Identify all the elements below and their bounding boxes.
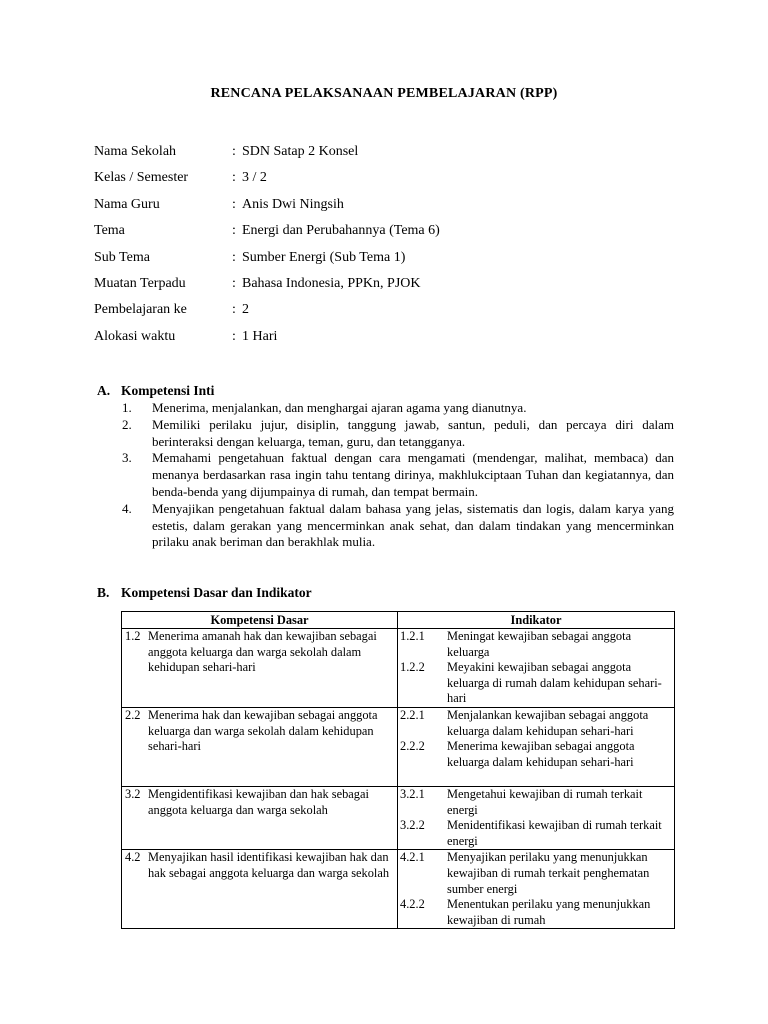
section-letter: A.	[97, 383, 111, 398]
document-title: RENCANA PELAKSANAAN PEMBELAJARAN (RPP)	[210, 86, 558, 101]
indicator-cell	[398, 786, 675, 849]
list-text: Memiliki perilaku jujur, disiplin, tanggung jawab, santun, peduli, dan percaya diri dalam berinteraksi dengan keluarga, teman, guru, dan tetangganya.	[152, 416, 674, 449]
indicator-cell	[398, 850, 675, 929]
section-heading	[97, 382, 674, 399]
kd-cell	[122, 786, 398, 849]
indicator-text: Meningat kewajiban sebagai anggota keluarga	[447, 629, 632, 659]
indicator-cell	[398, 707, 675, 786]
indicator-item	[398, 739, 674, 770]
indicator-number: 1.2.1	[400, 629, 425, 643]
info-label: Pembelajaran ke	[94, 302, 187, 318]
info-label: Tema	[94, 223, 125, 239]
indicator-cell	[398, 629, 675, 708]
info-value: SDN Satap 2 Konsel	[242, 144, 359, 159]
info-colon: :	[232, 170, 236, 186]
info-colon: :	[232, 144, 236, 159]
indicator-number: 2.2.2	[400, 739, 425, 754]
section-core-competence	[97, 382, 674, 551]
section-title: Kompetensi Dasar dan Indikator	[121, 585, 312, 600]
kd-text: Menyajikan hasil identifikasi kewajiban hak dan hak sebagai anggota keluarga dan warga sekolah	[148, 850, 390, 880]
list-item	[97, 501, 674, 551]
indicator-item	[398, 818, 674, 849]
info-value: 2	[242, 302, 249, 318]
section-heading	[97, 584, 674, 601]
list-text: Menyajikan pengetahuan faktual dalam bahasa yang jelas, sistematis dan logis, dalam karya yang estetis, dalam gerakan yang mencerminkan anak sehat, dan dalam tindakan yang mencerminkan prilaku anak beriman dan berakhlak mulia.	[152, 500, 674, 550]
list-text: Memahami pengetahuan faktual dengan cara mengamati (mendengar, malihat, membaca) dan menanya berdasarkan rasa ingin tahu tentang dirinya, makhlukciptaan Tuhan dan kegiatannya, dan benda-benda yang dijumpainya di rumah, dan tempat bermain.	[152, 450, 674, 499]
indicator-item	[398, 850, 674, 897]
table-row	[122, 786, 675, 849]
info-label: Muatan Terpadu	[94, 275, 186, 291]
info-row-content	[94, 275, 654, 301]
info-row-school	[94, 143, 654, 169]
list-item	[97, 400, 674, 417]
indicator-number: 3.2.1	[400, 786, 425, 801]
list-item	[97, 417, 674, 451]
kd-cell	[122, 629, 398, 708]
section-basic-competence	[97, 584, 674, 601]
kd-cell	[122, 850, 398, 929]
info-colon: :	[232, 328, 236, 344]
info-colon: :	[232, 196, 236, 212]
indicator-number: 1.2.2	[400, 660, 425, 675]
section-title: Kompetensi Inti	[121, 383, 215, 398]
numbered-list	[97, 400, 674, 551]
column-header: Indikator	[398, 612, 675, 629]
info-row-theme	[94, 222, 654, 248]
indicator-text: Menyajikan perilaku yang menunjukkan kewajiban di rumah terkait penghematan sumber energi	[447, 850, 650, 896]
list-number: 2.	[122, 416, 132, 432]
info-label: Nama Guru	[94, 196, 160, 212]
info-row-time	[94, 328, 654, 354]
indicator-text: Mengetahui kewajiban di rumah terkait energi	[447, 786, 643, 817]
indicator-text: Menidentifikasi kewajiban di rumah terkait energi	[447, 818, 662, 848]
indicator-item	[398, 708, 674, 739]
kd-cell	[122, 707, 398, 786]
info-value: 1 Hari	[242, 328, 278, 344]
info-label: Sub Tema	[94, 249, 150, 265]
competence-table	[121, 611, 675, 929]
info-label: Alokasi waktu	[94, 328, 176, 344]
indicator-text: Menerima kewajiban sebagai anggota keluarga dalam kehidupan sehari-hari	[447, 739, 635, 769]
info-row-subtheme	[94, 249, 654, 275]
indicator-text: Meyakini kewajiban sebagai anggota keluarga di rumah dalam kehidupan sehari-hari	[447, 660, 662, 706]
kd-text: Menerima hak dan kewajiban sebagai anggota keluarga dan warga sekolah dalam kehidupan sehari-hari	[148, 707, 378, 754]
indicator-item	[398, 787, 674, 818]
info-row-class	[94, 169, 654, 195]
kd-number: 1.2	[125, 629, 141, 643]
table-row	[122, 850, 675, 929]
kd-number: 2.2	[125, 707, 141, 722]
indicator-number: 3.2.2	[400, 818, 425, 833]
list-number: 1.	[122, 400, 132, 415]
kd-number: 4.2	[125, 850, 141, 865]
indicator-number: 4.2.2	[400, 897, 425, 912]
info-label: Kelas / Semester	[94, 170, 189, 186]
list-item	[97, 450, 674, 500]
indicator-item	[398, 660, 674, 707]
indicator-item	[398, 629, 674, 660]
info-row-lesson	[94, 301, 654, 327]
info-colon: :	[232, 302, 236, 318]
table-row	[122, 707, 675, 786]
indicator-text: Menentukan perilaku yang menunjukkan kewajiban di rumah	[447, 897, 651, 927]
section-letter: B.	[97, 585, 110, 600]
list-text: Menerima, menjalankan, dan menghargai ajaran agama yang dianutnya.	[152, 400, 527, 415]
info-colon: :	[232, 275, 236, 291]
table-row	[122, 629, 675, 708]
info-value: Anis Dwi Ningsih	[242, 196, 344, 212]
kd-text: Menerima amanah hak dan kewajiban sebagai anggota keluarga dan warga sekolah dalam kehidupan sehari-hari	[148, 629, 377, 675]
identity-block	[94, 143, 654, 354]
info-row-teacher	[94, 196, 654, 222]
info-value: Sumber Energi (Sub Tema 1)	[242, 249, 406, 265]
table-header-row	[122, 612, 675, 629]
kd-number: 3.2	[125, 786, 141, 801]
indicator-number: 4.2.1	[400, 850, 425, 865]
info-colon: :	[232, 249, 236, 265]
kd-text: Mengidentifikasi kewajiban dan hak sebagai anggota keluarga dan warga sekolah	[148, 786, 369, 817]
info-value: Bahasa Indonesia, PPKn, PJOK	[242, 275, 421, 291]
info-label: Nama Sekolah	[94, 144, 177, 159]
info-value: 3 / 2	[242, 170, 267, 186]
list-number: 4.	[122, 500, 132, 516]
info-colon: :	[232, 223, 236, 239]
indicator-number: 2.2.1	[400, 707, 425, 722]
column-header: Kompetensi Dasar	[122, 612, 398, 629]
info-value: Energi dan Perubahannya (Tema 6)	[242, 223, 440, 239]
indicator-item	[398, 897, 674, 928]
list-number: 3.	[122, 450, 132, 466]
indicator-text: Menjalankan kewajiban sebagai anggota keluarga dalam kehidupan sehari-hari	[447, 707, 649, 738]
